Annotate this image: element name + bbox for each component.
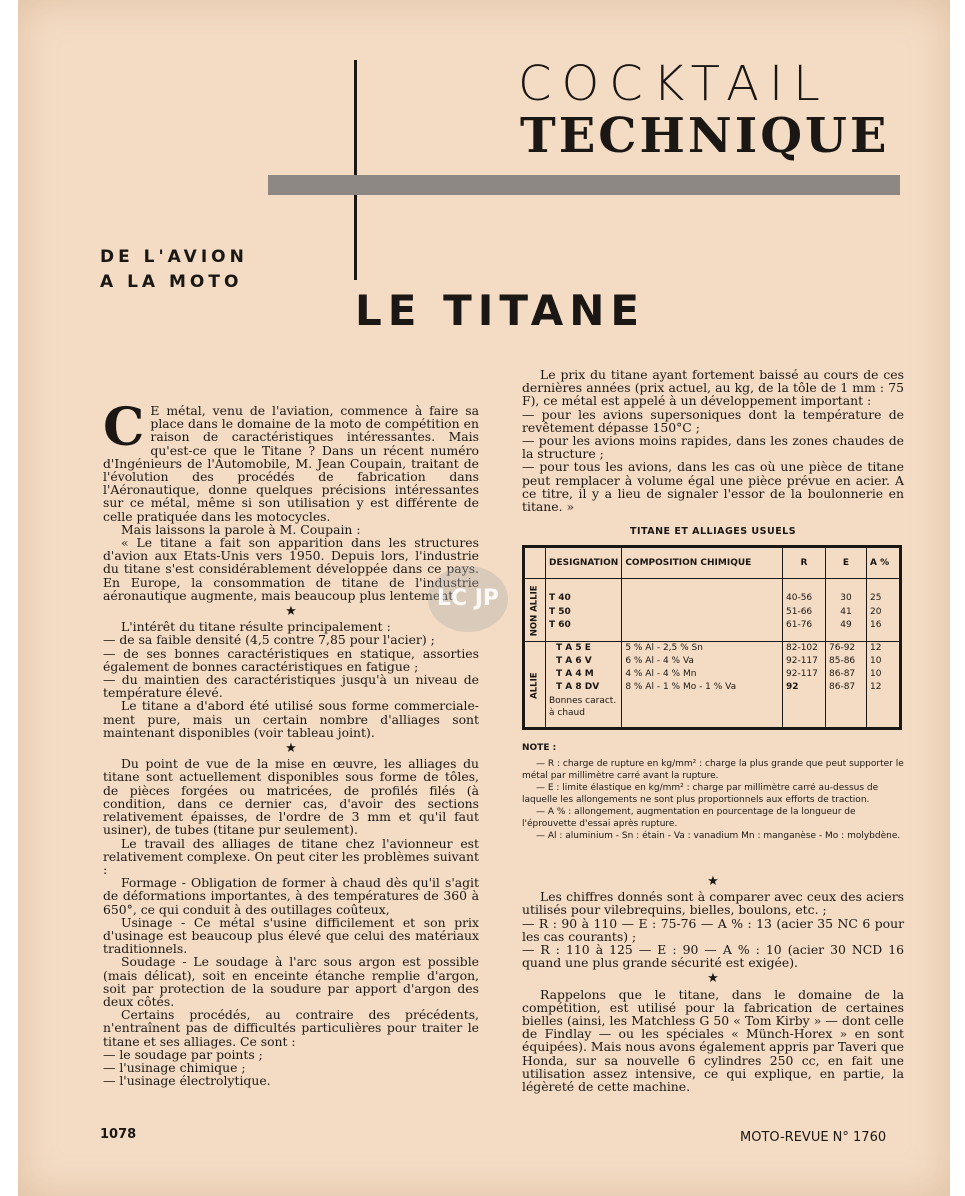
header-e: E — [826, 547, 867, 579]
group-label-non-allie: NON ALLIE — [529, 584, 539, 636]
table-row: NON ALLIE T 40 40-56 30 25 — [524, 579, 901, 606]
table-row: T A 6 V 6 % Al - 4 % Va 92-117 85-86 10 — [524, 655, 901, 668]
kicker-cocktail: COCKTAIL — [518, 56, 830, 112]
header-r: R — [783, 547, 826, 579]
list-item: — de ses bonnes caractéristiques en statique, assorties également de bonnes caractéristiques en fatigue ; — [103, 645, 479, 674]
list-item: — le soudage par points ; — [103, 1046, 263, 1062]
right-column-outro — [522, 872, 904, 1093]
table-header-row — [524, 547, 901, 579]
paragraph: Le travail des alliages de titane chez l'avionneur est relativement complexe. On peut citer les problèmes suivant : — [103, 835, 479, 877]
note-label: NOTE : — [522, 743, 557, 753]
paragraph: Soudage - Le soudage à l'arc sous argon est possible (mais délicat), soit en enceinte étanche remplie d'argon, soit par protection de la soudure par apport d'argon des deux côtés. — [103, 954, 479, 1009]
subtitle-line-1: DE L'AVION — [100, 247, 248, 267]
paragraph: Mais laissons la parole à M. Coupain : — [121, 521, 361, 537]
list-item: — de sa faible densité (4,5 contre 7,85 pour l'acier) ; — [103, 632, 435, 648]
drop-cap: C — [103, 397, 145, 458]
table-notes — [522, 742, 906, 842]
table-row: T 50 51-66 41 20 — [524, 606, 901, 619]
list-item: — l'usinage chimique ; — [103, 1059, 246, 1075]
list-item: — l'usinage électrolytique. — [103, 1073, 271, 1089]
table-row: T A 4 M 4 % Al - 4 % Mn 92-117 86-87 10 — [524, 668, 901, 681]
lead-paragraph: C E métal, venu de l'aviation, commence à faire sa place dans le domaine de la moto de compétition en raison de caractéristiques intéressantes. Mais qu'est-ce que le Titane ? Dans un récent numéro d'Ingénieurs de l'Automobile, M. Jean Coupain, traitant de l'évolution des procédés de fabrication dans l'Aéronautique, donne quelques précisions intéressantes sur ce métal, même si son utilisation y est différente de celle pratiquée dans les motocycles. — [103, 397, 479, 524]
table-row: T A 8 DV 8 % Al - 1 % Mo - 1 % Va 92 86-87 12 — [524, 681, 901, 694]
paragraph: Du point de vue de la mise en œuvre, les alliages du titane sont actuellement disponibles sous forme de tôles, de pièces forgées ou matricées, de profilés filés (à condition, dans ce dernier cas, d'avoir des sections relativement épaisses, de l'ordre de 3 mm et qu'il faut usiner), de tubes (titane pur seulement). — [103, 756, 479, 838]
table-row: ALLIE T A 5 E 5 % Al - 2,5 % Sn 82-102 76-92 12 — [524, 642, 901, 655]
issue-label: MOTO-REVUE N° 1760 — [740, 1130, 887, 1145]
star-separator: ★ — [285, 604, 297, 620]
paragraph: L'intérêt du titane résulte principalement : — [121, 619, 391, 635]
table-row: T 60 61-76 49 16 — [524, 619, 901, 642]
kicker-technique: TECHNIQUE — [520, 108, 890, 164]
subtitle-line-2: A LA MOTO — [100, 272, 243, 292]
paragraph: Le prix du titane ayant fortement baissé au cours de ces dernières années (prix actuel, au kg, de la tôle de 1 mm : 75 F), ce métal est appelé à un développement important : — [522, 367, 904, 409]
star-separator: ★ — [707, 971, 719, 987]
paragraph: Le titane a d'abord été utilisé sous forme commerciale-ment pure, mais un certain nombre d'alliages sont maintenant disponibles (voir tableau joint). — [103, 698, 479, 740]
table-caption: TITANE ET ALLIAGES USUELS — [630, 526, 797, 537]
paragraph: Les chiffres donnés sont à comparer avec ceux des aciers utilisés pour vilebrequins, bielles, boulons, etc. ; — [522, 889, 904, 918]
paragraph: Formage - Obligation de former à chaud dès qu'il s'agit de déformations importantes, à des températures de 360 à 650°, ce qui conduit à des outillages coûteux, — [103, 875, 479, 917]
paragraph: Certains procédés, au contraire des précédents, n'entraînent pas de difficultés particulières pour traiter le titane et ses alliages. Ce sont : — [103, 1007, 479, 1049]
star-separator: ★ — [285, 741, 297, 757]
note-item: — R : charge de rupture en kg/mm² : charge la plus grande que peut supporter le métal par millimètre carré avant la rupture. — [522, 759, 904, 781]
paragraph: Usinage - Ce métal s'usine difficilement et son prix d'usinage est beaucoup plus élevé que celui des matériaux traditionnels. — [103, 914, 479, 957]
list-item: — R : 110 à 125 — E : 90 — A % : 10 (acier 30 NCD 16 quand une plus grande sécurité est exigée). — [522, 942, 904, 971]
list-item: — R : 90 à 110 — E : 75-76 — A % : 13 (acier 35 NC 6 pour les cas courants) ; — [522, 915, 904, 944]
left-column — [103, 397, 479, 1089]
paragraph: « Le titane a fait son apparition dans les structures d'avion aux Etats-Unis vers 1950. Depuis lors, l'industrie du titane s'est considérablement développée dans ce pays. En Europe, la consommation de titane de l'industrie aéronautique augmente, mais beaucoup plus lentement. — [103, 535, 479, 603]
group-label-allie: ALLIE — [524, 642, 546, 729]
list-item: — du maintien des caractéristiques jusqu'à un niveau de température élevé. — [103, 672, 479, 701]
header-vertical-rule — [354, 60, 357, 280]
paragraph: Rappelons que le titane, dans le domaine de la compétition, est utilisé pour la fabrication de certaines bielles (ainsi, les Matchless G 50 « Tom Kirby » — dont celle de Findlay — ou les spéciales « Münch-Horex » en sont équipées). Mais nous avons également appris par Taveri que Honda, sur sa nouvelle 6 cylindres 250 cc, en fait une utilisation assez intensive, ce qui explique, en partie, la légèreté de cette machine. — [522, 986, 904, 1095]
note-item: — Al : aluminium - Sn : étain - Va : vanadium Mn : manganèse - Mo : molybdène. — [536, 831, 901, 841]
note-item: — A % : allongement, augmentation en pourcentage de la longueur de l'éprouvette d'essai après rupture. — [522, 807, 856, 829]
header-composition: COMPOSITION CHIMIQUE — [622, 547, 783, 579]
list-item: — pour les avions moins rapides, dans les zones chaudes de la structure ; — [522, 433, 904, 462]
table-row: Bonnes caract. à chaud — [524, 694, 901, 729]
header-designation: DESIGNATION — [546, 547, 622, 579]
header-a: A % — [867, 547, 901, 579]
page-number: 1078 — [100, 1127, 137, 1142]
alloys-table — [522, 545, 902, 730]
note-item: — E : limite élastique en kg/mm² : charge par millimètre carré au-dessus de laquelle les allongements ne sont plus proportionnels aux efforts de traction. — [522, 783, 879, 805]
right-column-intro — [522, 368, 904, 513]
article-title: LE TITANE — [355, 286, 646, 335]
header-grey-bar — [268, 175, 900, 195]
watermark-logo: LC JP — [428, 566, 508, 632]
list-item: — pour les avions supersoniques dont la température de revêtement dépasse 150°C ; — [522, 406, 904, 435]
star-separator: ★ — [707, 874, 719, 889]
list-item: — pour tous les avions, dans les cas où une pièce de titane peut remplacer à volume égal une pièce prévue en acier. A ce titre, il y a lieu de signaler l'essor de la boulonnerie en titane. » — [522, 459, 904, 515]
